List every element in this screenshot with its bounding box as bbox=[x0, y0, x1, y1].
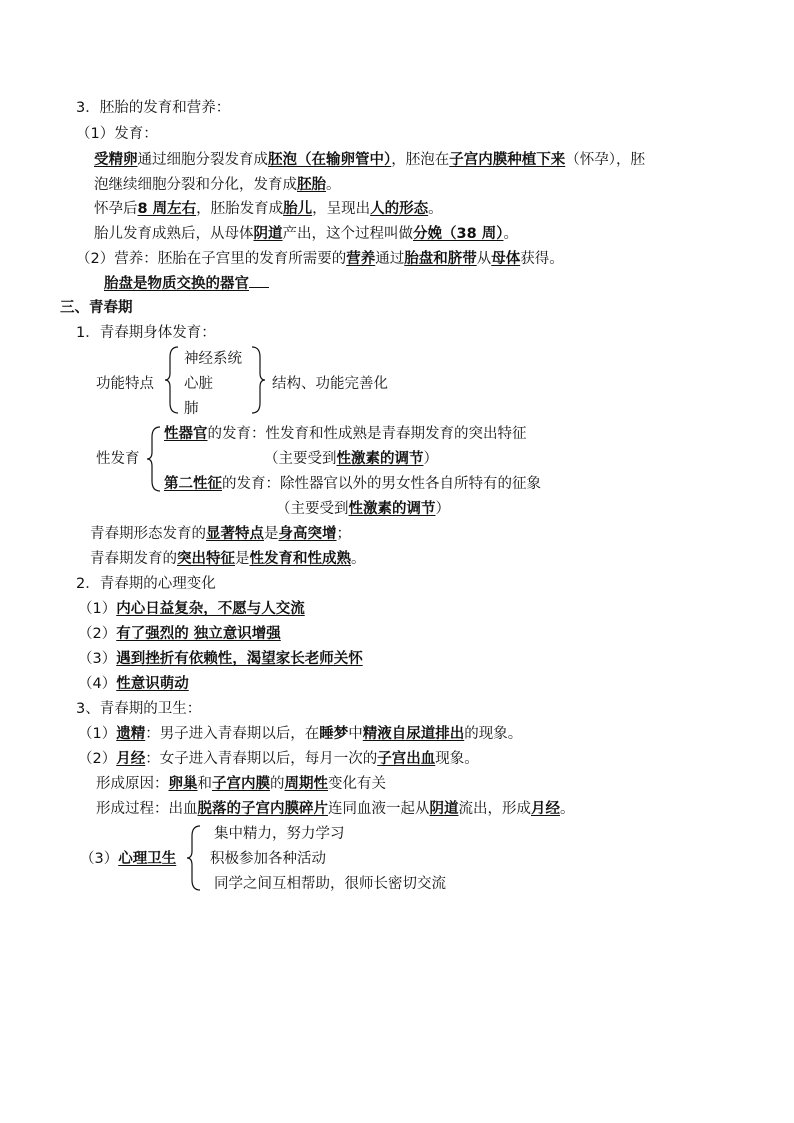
placenta-note: 胎盘是物质交换的器官 bbox=[104, 273, 269, 294]
menstruation-line: （2）月经：女子进入青春期以后，每月一次的子宫出血现象。 bbox=[78, 751, 479, 767]
function-item: 神经系统 bbox=[184, 351, 242, 367]
development-line-2: 泡继续细胞分裂和分化，发育成胚胎。 bbox=[94, 177, 341, 193]
list-item: （4）性意识萌动 bbox=[78, 676, 189, 692]
sexual-development-label: 性发育 bbox=[96, 451, 140, 467]
hormone-note-2: （主要受到性激素的调节） bbox=[276, 501, 450, 517]
left-brace-icon bbox=[186, 824, 202, 892]
left-brace-icon bbox=[164, 345, 180, 415]
hygiene-item: 集中精力，努力学习 bbox=[214, 826, 345, 842]
process-line: 形成过程：出血脱落的子宫内膜碎片连同血液一起从阴道流出，形成月经。 bbox=[96, 801, 575, 817]
feature-line: 青春期发育的突出特征是性发育和性成熟。 bbox=[90, 551, 366, 567]
list-item: （1）内心日益复杂，不愿与人交流 bbox=[78, 601, 305, 617]
hygiene-item: 同学之间互相帮助，很师长密切交流 bbox=[214, 876, 446, 892]
development-line-3: 怀孕后8 周左右，胚胎发育成胎儿，呈现出人的形态。 bbox=[94, 201, 443, 217]
list-item: （3）遇到挫折有依赖性，渴望家长老师关怀 bbox=[78, 651, 363, 667]
morphology-line: 青春期形态发育的显著特点是身高突增； bbox=[90, 526, 351, 542]
function-result: 结构、功能完善化 bbox=[272, 376, 388, 392]
emission-line: （1）遗精：男子进入青春期以后，在睡梦中精液自尿道排出的现象。 bbox=[78, 726, 523, 742]
function-item: 肺 bbox=[184, 401, 199, 417]
function-item: 心脏 bbox=[184, 376, 213, 392]
hygiene-title: 3、青春期的卫生： bbox=[76, 701, 202, 717]
list-item: （2）有了强烈的 独立意识增强 bbox=[78, 626, 281, 642]
physical-development-title: 1．青春期身体发育： bbox=[76, 325, 216, 341]
function-features-label: 功能特点 bbox=[96, 376, 154, 392]
psychological-title: 2．青春期的心理变化 bbox=[76, 576, 216, 592]
hygiene-item: 积极参加各种活动 bbox=[210, 851, 326, 867]
section-puberty-heading: 三、青春期 bbox=[60, 300, 133, 316]
development-line-1: 受精卵通过细胞分裂发育成胚泡（在输卵管中），胚泡在子宫内膜种植下来（怀孕），胚 bbox=[94, 152, 645, 168]
mental-hygiene-label: （3）心理卫生 bbox=[80, 851, 177, 867]
right-brace-icon bbox=[250, 345, 266, 415]
left-brace-icon bbox=[146, 425, 162, 493]
section-embryo-title: 3．胚胎的发育和营养： bbox=[76, 100, 231, 116]
secondary-sex-line: 第二性征的发育：除性器官以外的男女性各自所特有的征象 bbox=[164, 476, 541, 492]
development-line-4: 胎儿发育成熟后，从母体阴道产出，这个过程叫做分娩（38 周）。 bbox=[94, 226, 518, 242]
development-label: （1）发育： bbox=[76, 126, 158, 142]
sex-organ-line: 性器官的发育：性发育和性成熟是青春期发育的突出特征 bbox=[164, 426, 527, 442]
hormone-note-1: （主要受到性激素的调节） bbox=[264, 451, 438, 467]
cause-line: 形成原因：卵巢和子宫内膜的周期性变化有关 bbox=[96, 776, 386, 792]
nutrition-line: （2）营养：胚胎在子宫里的发育所需要的营养通过胎盘和脐带从母体获得。 bbox=[76, 251, 564, 267]
